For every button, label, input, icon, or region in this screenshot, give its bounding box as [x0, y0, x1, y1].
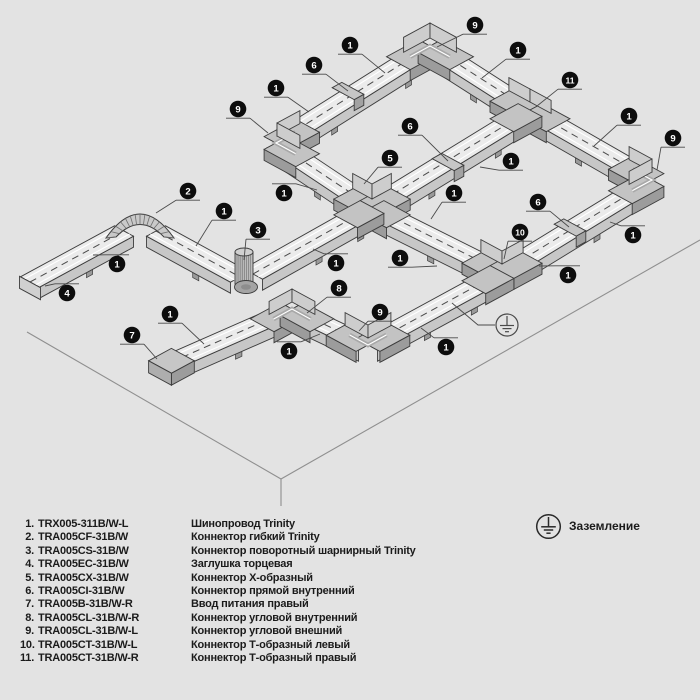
balloon-callout: [302, 57, 348, 91]
balloon-number: 1: [451, 188, 457, 200]
balloon-number: 10: [515, 227, 525, 238]
balloon-number: 1: [167, 309, 173, 321]
balloon-callout: [156, 183, 200, 213]
flexible-connector-2: [106, 214, 174, 238]
legend-row: [20, 598, 416, 611]
legend-row: [20, 612, 416, 625]
legend-item-code: TRA005CS-31B/W: [38, 544, 129, 557]
legend-item-number: 3.: [25, 544, 34, 557]
balloon-number: 9: [377, 307, 383, 319]
balloon-number: 1: [333, 258, 339, 270]
balloon-number: 5: [387, 153, 393, 165]
balloon-number: 1: [630, 230, 636, 242]
legend-item-description: Ввод питания правый: [191, 598, 309, 611]
balloon-number: 1: [281, 188, 287, 200]
balloon-callout: [120, 327, 157, 359]
balloon-callout: [537, 72, 582, 106]
legend-item-number: 4.: [25, 558, 34, 571]
legend-item-number: 6.: [25, 585, 34, 598]
legend-item-number: 2.: [25, 531, 34, 544]
balloon-number: 1: [397, 253, 403, 265]
balloon-callout: [539, 266, 580, 284]
balloon-number: 1: [443, 342, 449, 354]
balloon-number: 1: [286, 346, 292, 358]
legend-item-code: TRA005B-31B/W-R: [38, 598, 133, 611]
legend-item-description: Коннектор угловой внутренний: [191, 611, 358, 624]
balloon-number: 7: [129, 330, 135, 342]
legend-row: [20, 572, 416, 585]
balloon-callout: [610, 222, 645, 243]
balloon-number: 1: [515, 45, 521, 57]
legend-item-description: Коннектор Т-образный левый: [191, 638, 350, 651]
balloon-callout: [307, 280, 351, 313]
balloon-number: 9: [472, 20, 478, 32]
balloon-number: 1: [347, 40, 353, 52]
legend-row: [20, 585, 416, 598]
balloon-number: 9: [235, 104, 241, 116]
legend-item-code: TRA005CL-31B/W-R: [38, 611, 140, 624]
balloon-number: 11: [565, 75, 575, 86]
balloon-number: 1: [626, 111, 632, 123]
balloon-number: 6: [311, 60, 317, 72]
parts-legend: [20, 518, 416, 665]
legend-item-code: TRA005CF-31B/W: [38, 531, 129, 544]
legend-item-description: Заглушка торцевая: [191, 558, 293, 571]
legend-row: [20, 518, 416, 531]
legend-item-code: TRX005-311B/W-L: [38, 518, 129, 530]
track-segment: [147, 226, 250, 293]
balloon-number: 2: [185, 186, 191, 198]
legend-item-description: Коннектор X-образный: [191, 571, 313, 584]
balloon-callout: [421, 328, 458, 355]
legend-item-number: 10.: [20, 638, 35, 651]
legend-item-description: Коннектор угловой внешний: [191, 625, 343, 638]
legend-item-description: Коннектор Т-образный правый: [191, 652, 357, 665]
grounding-icon: [535, 512, 562, 540]
balloon-callout: [338, 37, 385, 73]
balloon-number: 1: [221, 206, 227, 218]
balloon-number: 6: [535, 197, 541, 209]
balloon-number: 1: [565, 270, 571, 282]
balloon-number: 6: [407, 121, 413, 133]
balloon-number: 9: [670, 133, 676, 145]
legend-row: [20, 625, 416, 638]
legend-item-number: 8.: [25, 611, 34, 624]
legend-item-code: TRA005EC-31B/W: [38, 558, 129, 571]
balloon-number: 1: [273, 83, 279, 95]
legend-row: [20, 639, 416, 652]
balloon-number: 4: [64, 288, 70, 300]
balloon-number: 3: [255, 225, 261, 237]
legend-item-code: TRA005CL-31B/W-L: [38, 625, 138, 638]
legend-item-description: Шинопровод Trinity: [191, 518, 295, 530]
legend-item-description: Коннектор гибкий Trinity: [191, 531, 320, 544]
legend-item-number: 9.: [25, 625, 34, 638]
balloon-number: 1: [114, 259, 120, 271]
balloon-callout: [226, 101, 268, 133]
legend-item-number: 5.: [25, 571, 34, 584]
legend-item-code: TRA005CX-31B/W: [38, 571, 129, 584]
legend-row: [20, 558, 416, 571]
legend-row: [20, 652, 416, 665]
balloon-callout: [526, 194, 569, 227]
legend-item-number: 7.: [25, 598, 34, 611]
grounding-label: Заземление: [569, 519, 640, 533]
balloon-number: 8: [336, 283, 342, 295]
grounding-legend-item: [535, 512, 640, 540]
balloon-callout: [657, 130, 685, 170]
legend-item-code: TRA005CI-31B/W: [38, 585, 125, 598]
legend-item-number: 11.: [20, 652, 35, 665]
legend-item-number: 1.: [25, 518, 34, 530]
balloon-callout: [482, 42, 530, 78]
legend-item-code: TRA005CT-31B/W-L: [38, 638, 138, 651]
legend-row: [20, 531, 416, 544]
balloon-callout: [264, 80, 309, 112]
legend-item-code: TRA005CT-31B/W-R: [38, 652, 139, 665]
legend-item-description: Коннектор прямой внутренний: [191, 585, 355, 598]
balloon-number: 1: [508, 156, 514, 168]
balloon-callout: [158, 306, 204, 344]
surface-plane: [27, 240, 700, 506]
legend-row: [20, 545, 416, 558]
legend-item-description: Коннектор поворотный шарнирный Trinity: [191, 544, 416, 557]
balloon-callout: [196, 203, 236, 246]
